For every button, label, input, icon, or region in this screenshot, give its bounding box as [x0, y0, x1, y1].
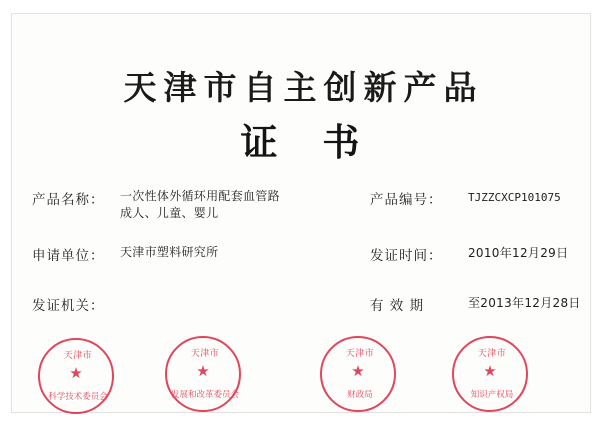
- field-row-applicant: [0, 242, 600, 284]
- star-icon: ★: [351, 362, 365, 380]
- seal-development-reform-commission: [165, 336, 241, 412]
- value-product-name: [120, 188, 280, 222]
- seal-4-top-text: 天津市: [477, 349, 507, 359]
- page-edge-top: [0, 0, 600, 14]
- label-applicant-unit: 申请单位：: [32, 248, 105, 264]
- value-applicant-unit: 天津市塑料研究所: [120, 245, 219, 259]
- value-issue-date: 2010年12月29日: [468, 246, 569, 260]
- seal-group: [0, 336, 600, 416]
- seal-intellectual-property-office: [452, 336, 528, 412]
- label-valid-period: 有 效 期: [370, 298, 425, 314]
- field-row-product: [0, 186, 600, 228]
- seal-4-bottom-text: 知识产权局: [470, 390, 514, 400]
- seal-science-technology-commission: [38, 338, 114, 414]
- label-issue-date: 发证时间：: [370, 248, 443, 264]
- seal-3-bottom-text: 财政局: [347, 390, 373, 400]
- certificate-title-sub: 证 书: [240, 121, 376, 164]
- field-row-issuer: [0, 292, 600, 334]
- certificate-fields: [0, 186, 600, 326]
- label-product-name: 产品名称：: [32, 192, 105, 208]
- seal-finance-bureau: [320, 336, 396, 412]
- star-icon: ★: [196, 362, 210, 380]
- star-icon: ★: [483, 362, 497, 380]
- certificate-title-main: 天津市自主创新产品: [123, 68, 484, 107]
- seal-1-bottom-text: 科学技术委员会: [48, 392, 108, 402]
- star-icon: ★: [69, 364, 83, 382]
- seal-1-top-text: 天津市: [63, 351, 93, 361]
- seal-3-top-text: 天津市: [345, 349, 375, 359]
- seal-2-bottom-text: 发展和改革委员会: [170, 390, 239, 400]
- label-product-number: 产品编号：: [370, 192, 443, 208]
- label-issuing-authority: 发证机关：: [32, 298, 105, 314]
- value-product-name-line2: 成人、儿童、婴儿: [120, 206, 219, 220]
- seal-2-top-text: 天津市: [190, 349, 220, 359]
- value-valid-period: 至2013年12月28日: [468, 296, 581, 310]
- value-product-name-line1: 一次性体外循环用配套血管路: [120, 189, 280, 203]
- value-product-number: TJZZCXCP101075: [468, 191, 561, 204]
